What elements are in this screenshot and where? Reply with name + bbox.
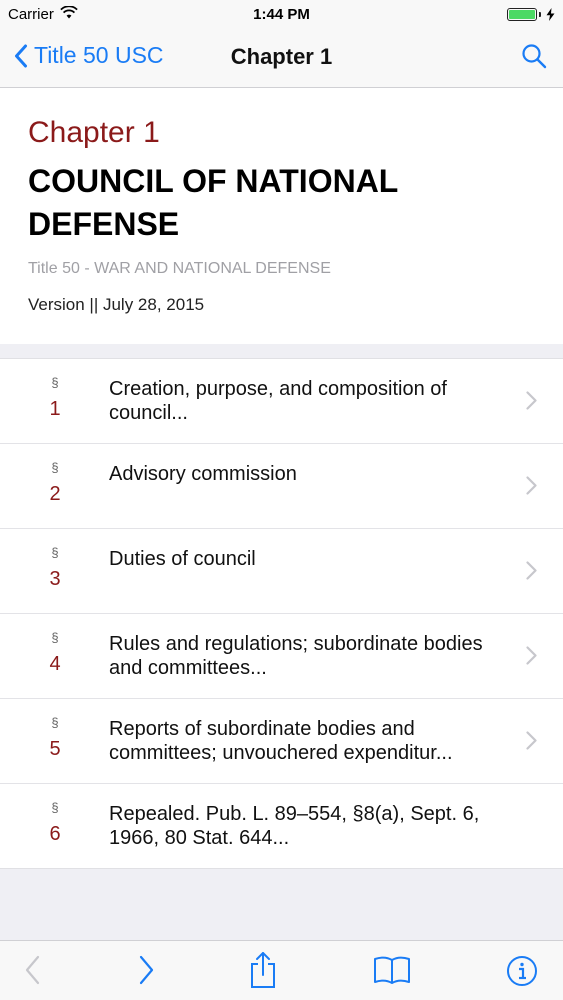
- bookmarks-icon: [373, 955, 411, 985]
- forward-arrow-button[interactable]: [137, 955, 155, 990]
- section-divider: [0, 344, 563, 358]
- back-arrow-icon: [24, 955, 42, 985]
- section-row-4[interactable]: [0, 614, 563, 699]
- navigation-bar: [0, 30, 563, 88]
- charging-bolt-icon: [546, 8, 555, 21]
- section-symbol: §: [51, 375, 59, 390]
- section-row-3[interactable]: [0, 529, 563, 614]
- section-title: Duties of council: [109, 548, 256, 570]
- search-icon: [521, 43, 547, 69]
- section-number: 6: [49, 823, 61, 845]
- section-symbol: §: [51, 715, 59, 730]
- forward-arrow-icon: [137, 955, 155, 985]
- bottom-toolbar: [0, 940, 563, 1000]
- info-button[interactable]: [506, 955, 538, 992]
- section-number: 2: [49, 483, 61, 505]
- section-number: 1: [49, 398, 61, 420]
- chapter-label: Chapter 1: [28, 116, 160, 149]
- section-row-2[interactable]: [0, 444, 563, 529]
- chevron-right-icon: [526, 476, 537, 495]
- back-arrow-button[interactable]: [24, 955, 42, 990]
- section-number: 5: [49, 738, 61, 760]
- bookmarks-button[interactable]: [373, 955, 411, 990]
- section-symbol: §: [51, 800, 59, 815]
- nav-title: Chapter 1: [230, 44, 333, 69]
- section-title: Reports of subordinate bodies and committees; unvouchered expenditur...: [109, 718, 453, 764]
- section-symbol: §: [51, 460, 59, 475]
- section-symbol: §: [51, 630, 59, 645]
- section-symbol: §: [51, 545, 59, 560]
- chevron-right-icon: [526, 731, 537, 750]
- share-icon: [249, 951, 277, 989]
- section-title: Repealed. Pub. L. 89–554, §8(a), Sept. 6, 1966, 80 Stat. 644...: [109, 803, 480, 849]
- section-number: 3: [49, 568, 61, 590]
- share-button[interactable]: [249, 951, 277, 994]
- chapter-header: [0, 88, 563, 344]
- chevron-right-icon: [526, 646, 537, 665]
- section-title: Rules and regulations; subordinate bodies and committees...: [109, 633, 483, 679]
- battery-icon: [507, 8, 555, 21]
- section-row-1[interactable]: [0, 359, 563, 444]
- chapter-heading: COUNCIL OF NATIONAL DEFENSE: [28, 163, 398, 242]
- section-list: [0, 358, 563, 869]
- status-time: 1:44 PM: [253, 6, 310, 23]
- section-row-5[interactable]: [0, 699, 563, 784]
- chevron-right-icon: [526, 561, 537, 580]
- version-line: Version || July 28, 2015: [28, 295, 205, 314]
- status-bar: [0, 0, 563, 30]
- section-number: 4: [49, 653, 61, 675]
- chevron-right-icon: [526, 391, 537, 410]
- section-row-6[interactable]: [0, 784, 563, 868]
- info-icon: [506, 955, 538, 987]
- back-button-label: Title 50 USC: [34, 42, 164, 68]
- search-button[interactable]: [521, 43, 547, 74]
- title-line: Title 50 - WAR AND NATIONAL DEFENSE: [28, 260, 331, 277]
- section-title: Creation, purpose, and composition of council...: [109, 378, 447, 424]
- carrier-label: Carrier: [8, 6, 54, 23]
- section-title: Advisory commission: [109, 463, 297, 485]
